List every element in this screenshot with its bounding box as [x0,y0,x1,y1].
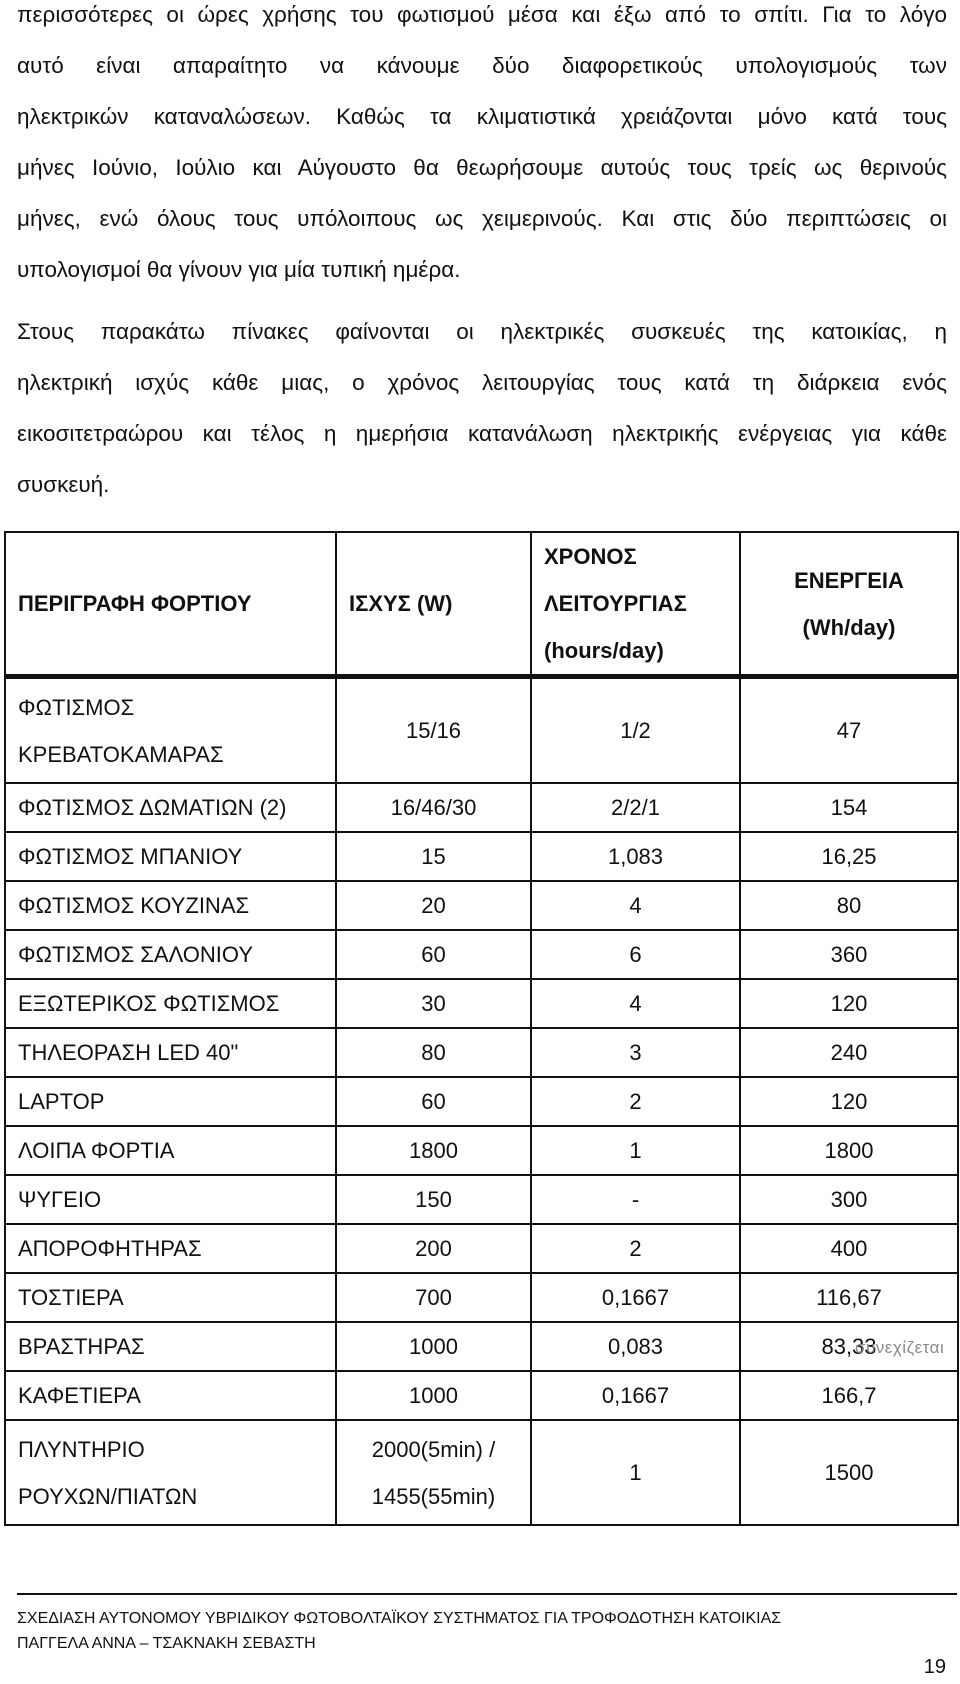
cell-description [5,1322,336,1371]
cell-energy: 240 [740,1028,958,1077]
cell-description [5,832,336,881]
cell-description [5,1273,336,1322]
header-operating-time [531,532,740,677]
cell-energy: 116,67 [740,1273,958,1322]
cell-text-line: 150 [415,1187,452,1212]
table-description-paragraph-line: εικοσιτετραώρου και τέλος η ημερήσια κατανάλωση ηλεκτρικής ενέργειας για κάθε [17,421,947,446]
cell-description [5,1028,336,1077]
cell-description [5,1175,336,1224]
table-header-row [5,532,958,677]
cell-power [336,930,531,979]
table-row [5,1175,958,1224]
cell-energy: 400 [740,1224,958,1273]
table-description-paragraph-line: ηλεκτρική ισχύς κάθε μιας, ο χρόνος λειτουργίας τους κατά τη διάρκεια ενός [17,370,947,395]
cell-power [336,1273,531,1322]
table-row [5,930,958,979]
cell-operating-time: 0,083 [531,1322,740,1371]
cell-text-line: ΚΡΕΒΑΤΟΚΑΜΑΡΑΣ [18,741,224,767]
cell-description [5,1077,336,1126]
cell-operating-time: 1,083 [531,832,740,881]
table-row [5,1028,958,1077]
intro-paragraph-line: μήνες Ιούνιο, Ιούλιο και Αύγουστο θα θεωρήσουμε αυτούς τους τρείς ως θερινούς [17,155,947,180]
cell-operating-time: 3 [531,1028,740,1077]
cell-power [336,783,531,832]
table-row [5,677,958,784]
cell-power [336,979,531,1028]
cell-description [5,1420,336,1525]
cell-text-line: ΤΗΛΕΟΡΑΣΗ LED 40" [18,1040,239,1065]
cell-text-line: ΦΩΤΙΣΜΟΣ ΚΟΥΖΙΝΑΣ [18,893,250,918]
cell-description [5,881,336,930]
cell-energy: 120 [740,979,958,1028]
cell-text-line: 700 [415,1285,452,1310]
cell-text-line: 1455(55min) [371,1483,496,1509]
cell-text-line: 200 [415,1236,452,1261]
cell-operating-time: 1/2 [531,677,740,784]
header-text-line: ΧΡΟΝΟΣ [544,544,637,569]
header-power: ΙΣΧΥΣ (W) [336,532,531,677]
table-row [5,1420,958,1525]
cell-operating-time: 4 [531,881,740,930]
electrical-loads-table [4,531,959,1526]
cell-operating-time: 0,1667 [531,1273,740,1322]
cell-description [5,677,336,784]
cell-power [336,677,531,784]
cell-operating-time: 2 [531,1077,740,1126]
cell-operating-time: 2 [531,1224,740,1273]
cell-text-line: 15/16 [405,718,462,743]
cell-text-line: 2000(5min) / [371,1436,496,1462]
cell-text-line: ΦΩΤΙΣΜΟΣ ΔΩΜΑΤΙΩΝ (2) [18,795,287,820]
table-row [5,1322,958,1371]
cell-operating-time: 2/2/1 [531,783,740,832]
cell-text-line: 15 [421,844,446,869]
table-description-paragraph-line: συσκευή. [17,472,110,497]
cell-power [336,1224,531,1273]
cell-text-line: 60 [421,1089,446,1114]
cell-energy: 16,25 [740,832,958,881]
table-row [5,1224,958,1273]
table-row [5,1126,958,1175]
cell-energy: 154 [740,783,958,832]
cell-text-line: ΡΟΥΧΩΝ/ΠΙΑΤΩΝ [18,1483,198,1509]
table-row [5,783,958,832]
cell-text-line: ΦΩΤΙΣΜΟΣ [18,694,135,720]
header-text-line: ΕΝΕΡΓΕΙΑ [794,567,904,593]
cell-energy: 83,33 [740,1322,958,1371]
header-description: ΠΕΡΙΓΡΑΦΗ ΦΟΡΤΙΟΥ [5,532,336,677]
cell-power [336,881,531,930]
table-description-paragraph [17,306,947,510]
cell-operating-time: 1 [531,1420,740,1525]
cell-description [5,930,336,979]
cell-power [336,1028,531,1077]
cell-energy: 166,7 [740,1371,958,1420]
cell-text-line: LAPTOP [18,1089,105,1114]
header-text-line: (Wh/day) [802,614,896,640]
cell-text-line: ΨΥΓΕΙΟ [18,1187,102,1212]
header-energy [740,532,958,677]
cell-text-line: ΚΑΦΕΤΙΕΡΑ [18,1383,141,1408]
cell-operating-time: 4 [531,979,740,1028]
cell-operating-time: 6 [531,930,740,979]
intro-paragraph-line: μήνες, ενώ όλους τους υπόλοιπους ως χειμερινούς. Και στις δύο περιπτώσεις οι [17,206,947,231]
cell-energy: 1800 [740,1126,958,1175]
cell-text-line: 16/46/30 [390,795,477,820]
continues-note: συνεχίζεται [855,1338,945,1357]
cell-operating-time: - [531,1175,740,1224]
cell-text-line: ΦΩΤΙΣΜΟΣ ΜΠΑΝΙΟΥ [18,844,243,869]
cell-text-line: 1800 [409,1138,458,1163]
cell-text-line: ΛΟΙΠΑ ΦΟΡΤΙΑ [18,1138,175,1163]
table-description-paragraph-line: Στους παρακάτω πίνακες φαίνονται οι ηλεκτρικές συσκευές της κατοικίας, η [17,319,947,344]
cell-text-line: ΤΟΣΤΙΕΡΑ [18,1285,124,1310]
table-row [5,881,958,930]
intro-paragraph-line: αυτό είναι απαραίτητο να κάνουμε δύο διαφορετικούς υπολογισμούς των [17,53,947,78]
cell-energy: 1500 [740,1420,958,1525]
footer-title: ΣΧΕΔΙΑΣΗ ΑΥΤΟΝΟΜΟΥ ΥΒΡΙΔΙΚΟΥ ΦΩΤΟΒΟΛΤΑΪΚΟΥ ΣΥΣΤΗΜΑΤΟΣ ΓΙΑ ΤΡΟΦΟΔΟΤΗΣΗ ΚΑΤΟΙΚΙΑΣ [17,1610,782,1627]
table-row [5,1077,958,1126]
intro-paragraph-line: περισσότερες οι ώρες χρήσης του φωτισμού μέσα και έξω από το σπίτι. Για το λόγο [17,2,947,27]
cell-description [5,1371,336,1420]
cell-power [336,1077,531,1126]
cell-operating-time: 0,1667 [531,1371,740,1420]
header-text-line: (hours/day) [544,638,664,663]
cell-text-line: 30 [421,991,446,1016]
table-row [5,1273,958,1322]
cell-text-line: ΠΛΥΝΤΗΡΙΟ [18,1436,145,1462]
cell-text-line: 1000 [409,1334,458,1359]
cell-text-line: 60 [421,942,446,967]
table-row [5,832,958,881]
cell-operating-time: 1 [531,1126,740,1175]
cell-energy: 80 [740,881,958,930]
footer-divider [17,1593,957,1595]
cell-description [5,1224,336,1273]
intro-paragraph-line: ηλεκτρικών καταναλώσεων. Καθώς τα κλιματιστικά χρειάζονται μόνο κατά τους [17,104,947,129]
cell-energy: 360 [740,930,958,979]
cell-text-line: 1000 [409,1383,458,1408]
header-text-line: ΛΕΙΤΟΥΡΓΙΑΣ [544,591,687,616]
table-row [5,1371,958,1420]
cell-power [336,1175,531,1224]
cell-description [5,1126,336,1175]
table-row [5,979,958,1028]
cell-description [5,783,336,832]
cell-energy: 300 [740,1175,958,1224]
footer-authors: ΠΑΓΓΕΛΑ ΑΝΝΑ – ΤΣΑΚΝΑΚΗ ΣΕΒΑΣΤΗ [17,1635,316,1652]
cell-text-line: 80 [421,1040,446,1065]
intro-paragraph [17,0,947,295]
cell-text-line: 20 [421,893,446,918]
cell-energy: 120 [740,1077,958,1126]
cell-text-line: ΕΞΩΤΕΡΙΚΟΣ ΦΩΤΙΣΜΟΣ [18,991,280,1016]
cell-energy: 47 [740,677,958,784]
cell-text-line: ΦΩΤΙΣΜΟΣ ΣΑΛΟΝΙΟΥ [18,942,253,967]
cell-text-line: ΑΠΟΡΟΦΗΤΗΡΑΣ [18,1236,202,1261]
cell-power [336,1420,531,1525]
cell-power [336,1126,531,1175]
cell-description [5,979,336,1028]
intro-paragraph-line: υπολογισμοί θα γίνουν για μία τυπική ημέρα. [17,257,461,282]
cell-text-line: ΒΡΑΣΤΗΡΑΣ [18,1334,145,1359]
cell-power [336,1371,531,1420]
cell-power [336,832,531,881]
page-number: 19 [923,1656,946,1678]
cell-power [336,1322,531,1371]
